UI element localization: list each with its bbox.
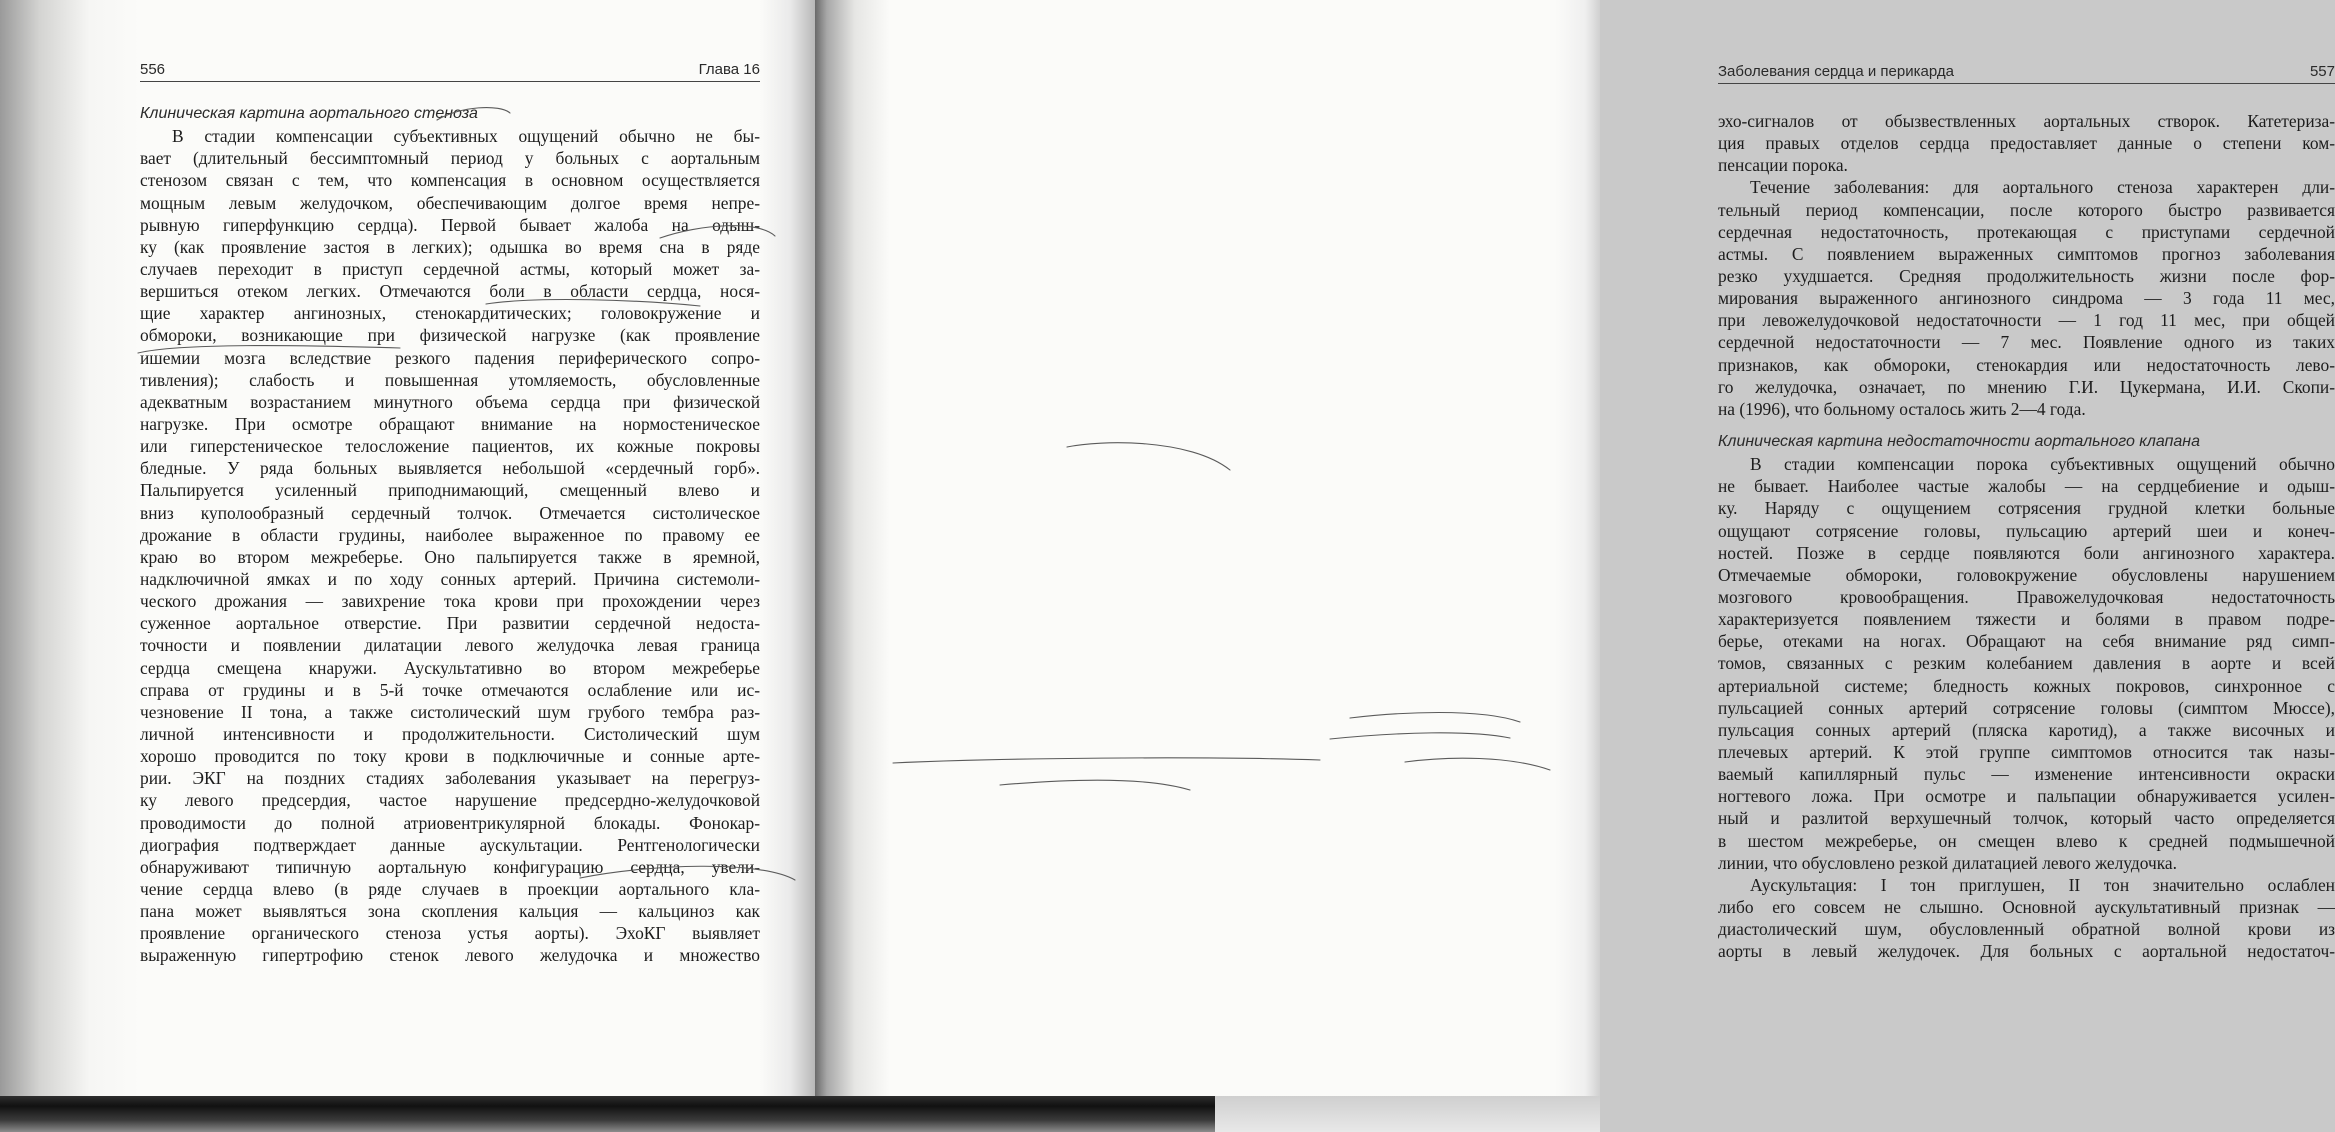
text-line: или гиперстеническое телосложение пациентов, их кожные покровы [140,436,760,457]
text-line: характеризуется появлением тяжести и болями в правом подре- [1718,609,2335,630]
text-line: пульсация сонных артерий (пляска каротид), а также височных и [1718,719,2335,740]
text-line: томов, связанных с резким колебанием давления в аорте и всей [1718,653,2335,674]
text-line: бледные. У ряда больных выявляется небольшой «сердечный горб». [140,458,760,479]
text-line: на (1996), что больному осталось жить 2—4 года. [1718,398,2086,419]
text-line: берье, отеками на ногах. Обращают на себя внимание ряд симп- [1718,631,2335,652]
text-line: проявление органического стеноза устья аорты). ЭхоКГ выявляет [140,923,760,944]
right-text-column [1718,110,2335,962]
text-line: мозгового кровообращения. Правожелудочковая недостаточность [1718,586,2335,607]
text-line: вает (длительный бессимптомный период у больных с аортальным [140,148,760,169]
text-line: чение сердца влево (в ряде случаев в проекции аортального кла- [140,878,760,899]
text-line: признаков, как обмороки, стенокардия или недостаточность лево- [1718,354,2335,375]
paragraph-gap [1718,420,2335,431]
text-line: проводимости до полной атриовентрикулярной блокады. Фонокар- [140,812,760,833]
text-line: пана может выявляться зона скопления кальция — кальциноз как [140,901,760,922]
scan-edge-light [1215,1096,1600,1132]
text-line: ощущают сотрясение головы, пульсацию артерий шеи и конеч- [1718,520,2335,541]
text-line: эхо-сигналов от обызвествленных аортальных створок. Катетериза- [1718,111,2335,131]
text-line: сердечная недостаточность, протекающая с приступами сердечной [1718,221,2335,242]
text-line: тивления); слабость и повышенная утомляемость, обусловленные [140,369,760,390]
text-line: справа от грудины и в 5-й точке отмечаются ослабление или ис- [140,679,760,700]
text-line: надключичной ямках и по ходу сонных артерий. Причина системоли- [140,568,760,589]
text-line: го желудочка, означает, по мнению Г.И. Цукермана, И.И. Скопи- [1718,376,2335,397]
text-line: чезновение II тона, а также систолический шум грубого тембра раз- [140,701,760,722]
text-line: пенсации порока. [1718,155,1848,176]
text-line: ческого дрожания — завихрение тока крови при прохождении через [140,591,760,612]
text-line: Пальпируется усиленный приподнимающий, смещенный влево и [140,480,760,501]
text-line: вершиться отеком легких. Отмечаются боли в области сердца, нося- [140,281,760,302]
text-line: ный и разлитой верхушечный толчок, который часто определяется [1718,808,2335,829]
text-line: не бывает. Наиболее частые жалобы — на сердцебиение и одыш- [1718,476,2335,497]
text-line: астмы. С появлением выраженных симптомов прогноз заболевания [1718,243,2335,264]
text-line: тельный период компенсации, после которого быстро развивается [1718,199,2335,220]
text-line: вниз куполообразный сердечный толчок. Отмечается систолическое [140,502,760,523]
text-line: плечевых артерий. К этой группе симптомов относится так назы- [1718,741,2335,762]
text-line: хорошо проводится по току крови в подключичные и сонные арте- [140,746,760,767]
left-page [0,0,815,1100]
text-line: линии, что обусловлено резкой дилатацией левого желудочка. [1718,852,2177,873]
text-line: пульсацией сонных артерий сотрясение головы (симптом Мюссе), [1718,697,2335,718]
text-line: в шестом межреберье, он смещен влево к средней подмышечной [1718,830,2335,851]
text-line: выраженную гипертрофию стенок левого желудочка и множество [140,945,760,966]
section-heading: Клиническая картина аортального стеноза [140,105,478,122]
text-line: Течение заболевания: для аортального стеноза характерен дли- [1750,177,2335,198]
text-line: рии. ЭКГ на поздних стадиях заболевания указывает на перегруз- [140,768,760,789]
text-line: резко ухудшается. Средняя продолжительность жизни после фор- [1718,265,2335,286]
section-heading: Клиническая картина недостаточности аортального клапана [1718,432,2200,450]
text-line: сердечной недостаточности — 7 мес. Появление одного из таких [1718,332,2335,353]
left-page-number: 556 [140,61,166,78]
text-line: ку левого предсердия, частое нарушение предсердно-желудочковой [140,790,760,811]
text-line: ку (как проявление застоя в легких); одышка во время сна в ряде [140,236,760,257]
text-line: точности и появлении дилатации левого желудочка левая граница [140,635,760,656]
text-line: обмороки, возникающие при физической нагрузке (как проявление [140,325,760,346]
text-line: случаев переходит в приступ сердечной астмы, который может за- [140,258,760,279]
text-line: обнаруживают типичную аортальную конфигурацию сердца, увели- [140,856,760,877]
text-line: краю во втором межреберье. Оно пальпируется также в яремной, [140,546,760,567]
text-line: дрожание в области грудины, наиболее выраженное по правому ее [140,524,760,545]
left-running-head [140,60,760,82]
text-line: мирования выраженного ангинозного синдрома — 3 года 11 мес, [1718,288,2335,309]
text-line: Отмечаемые обмороки, головокружение обусловлены нарушением [1718,564,2335,585]
text-line: диография подтверждает данные аускультации. Рентгенологически [140,834,760,855]
left-chapter-title: Глава 16 [698,61,760,78]
text-line: ку. Наряду с ощущением сотрясения грудной клетки больные [1718,498,2335,519]
left-text-column [140,103,760,966]
text-line: аорты в левый желудочек. Для больных с аортальной недостаточ- [1718,941,2335,962]
text-line: стенозом связан с тем, что компенсация в основном осуществляется [140,170,760,191]
text-line: ция правых отделов сердца предоставляет данные о степени ком- [1718,133,2335,154]
text-line: ностей. Позже в сердце появляются боли ангинозного характера. [1718,542,2335,563]
text-line: В стадии компенсации порока субъективных ощущений обычно [1750,454,2335,475]
text-line: В стадии компенсации субъективных ощущений обычно не бы- [172,126,760,147]
text-line: адекватным возрастанием минутного объема сердца при физической [140,391,760,412]
right-running-head [1718,62,2335,84]
text-line: ишемии мозга вследствие резкого падения периферического сопро- [140,347,760,368]
text-line: нагрузке. При осмотре обращают внимание на нормостеническое [140,413,760,434]
text-line: Аускультация: I тон приглушен, II тон значительно ослаблен [1750,874,2335,895]
text-line: при левожелудочковой недостаточности — 1 год 11 мес, при общей [1718,310,2335,331]
text-line: рывную гиперфункцию сердца). Первой бывает жалоба на одыш- [140,214,760,235]
right-page [815,0,2335,1100]
text-line: артериальной системе; бледность кожных покровов, синхронное с [1718,675,2335,696]
text-line: либо его совсем не слышно. Основной аускультативный признак — [1718,896,2335,917]
right-section-title: Заболевания сердца и перикарда [1718,63,1954,80]
text-line: сердца смещена кнаружи. Аускультативно во втором межреберье [140,657,760,678]
text-line: личной интенсивности и продолжительности. Систолический шум [140,723,760,744]
text-line: щие характер ангинозных, стенокардитических; головокружение и [140,303,760,324]
text-line: ваемый капиллярный пульс — изменение интенсивности окраски [1718,764,2335,785]
scan-edge-shadow [0,1096,1600,1132]
text-line: суженное аортальное отверстие. При развитии сердечной недоста- [140,613,760,634]
text-line: диастолический шум, обусловленный обратной волной крови из [1718,919,2335,940]
text-line: ногтевого ложа. При осмотре и пальпации обнаруживается усилен- [1718,786,2335,807]
right-page-number: 557 [2309,63,2335,80]
text-line: мощным левым желудочком, обеспечивающим долгое время непре- [140,192,760,213]
